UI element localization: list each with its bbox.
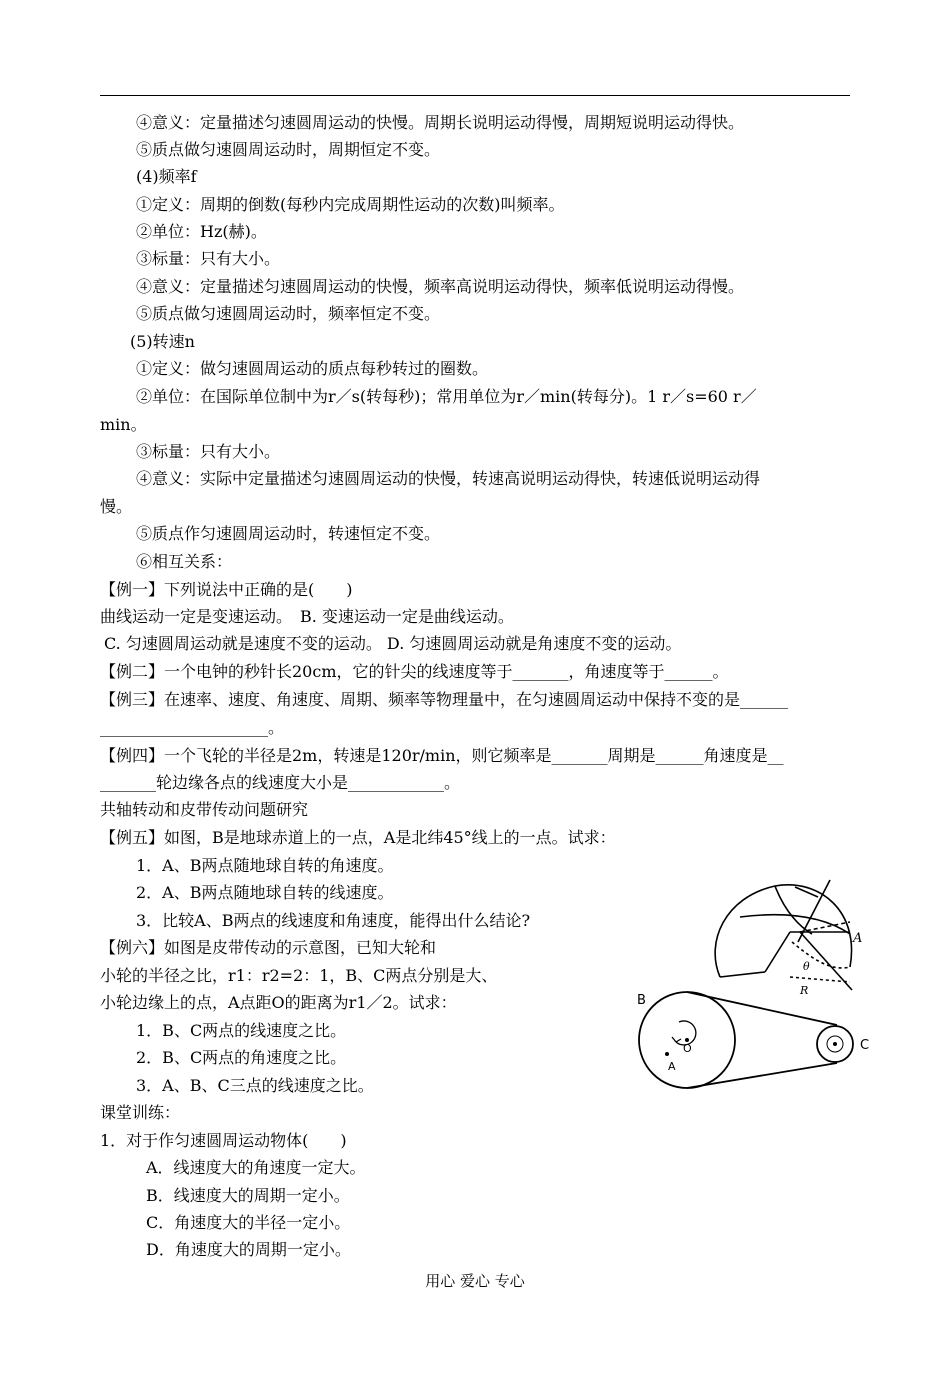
question-1: 1．对于作匀速圆周运动物体( ) (100, 1131, 347, 1150)
header-rule (100, 95, 850, 96)
text-line: 慢。 (100, 497, 133, 516)
text-line: ①定义：做匀速圆周运动的质点每秒转过的圈数。 (136, 359, 489, 378)
example-2: 【例二】一个电钟的秒针长20cm，它的针尖的线速度等于_______，角速度等于______。 (100, 662, 729, 681)
text-line: 3．比较A、B两点的线速度和角速度，能得出什么结论? (136, 911, 531, 930)
example-4: 【例四】一个飞轮的半径是2m，转速是120r/min，则它频率是_______周期是______角速度是__ (100, 746, 784, 765)
globe-label-a: A (853, 931, 863, 946)
belt-label-c: C (860, 1038, 870, 1053)
example-3: 【例三】在速率、速度、角速度、周期、频率等物理量中，在匀速圆周运动中保持不变的是______ (100, 690, 789, 709)
text-line: _______轮边缘各点的线速度大小是____________。 (100, 773, 461, 792)
belt-drive-figure (632, 992, 872, 1102)
text-line: 1．B、C两点的线速度之比。 (136, 1021, 347, 1040)
section-heading: 课堂训练： (100, 1103, 181, 1122)
text-line: C. 匀速圆周运动就是速度不变的运动。 D. 匀速圆周运动就是角速度不变的运动。 (104, 634, 682, 653)
text-line: _____________________。 (100, 718, 285, 737)
text-line: 小轮边缘上的点，A点距O的距离为r1／2。试求： (100, 993, 457, 1012)
text-line: ⑥相互关系： (136, 552, 233, 571)
text-line: ⑤质点做匀速圆周运动时，频率恒定不变。 (136, 304, 441, 323)
option-a: A．线速度大的角速度一定大。 (146, 1158, 366, 1177)
text-line: 3．A、B、C三点的线速度之比。 (136, 1076, 374, 1095)
text-line: 1．A、B两点随地球自转的角速度。 (136, 856, 394, 875)
text-line: min。 (100, 415, 147, 434)
text-line: 小轮的半径之比，r1：r2=2：1，B、C两点分别是大、 (100, 966, 498, 985)
text-line: 2．A、B两点随地球自转的线速度。 (136, 883, 394, 902)
globe-label-r: R (800, 984, 809, 997)
text-line: ④意义：定量描述匀速圆周运动的快慢。周期长说明运动得慢，周期短说明运动得快。 (136, 113, 745, 132)
text-line: ①定义：周期的倒数(每秒内完成周期性运动的次数)叫频率。 (136, 195, 565, 214)
text-line: (4)频率f (136, 167, 197, 186)
text-line: ⑤质点作匀速圆周运动时，转速恒定不变。 (136, 524, 441, 543)
text-line: ③标量：只有大小。 (136, 442, 281, 461)
text-line: ②单位：Hz(赫)。 (136, 222, 267, 241)
example-5: 【例五】如图，B是地球赤道上的一点，A是北纬45°线上的一点。试求： (100, 828, 616, 847)
text-line: ⑤质点做匀速圆周运动时，周期恒定不变。 (136, 140, 441, 159)
section-heading: 共轴转动和皮带传动问题研究 (100, 800, 309, 819)
example-6: 【例六】如图是皮带传动的示意图，已知大轮和 (100, 938, 437, 957)
globe-label-theta: θ (803, 960, 810, 973)
text-line: ②单位：在国际单位制中为r／s(转每秒)；常用单位为r／min(转每分)。1 r／s=60 r／ (136, 387, 757, 406)
text-line: ④意义：实际中定量描述匀速圆周运动的快慢，转速高说明运动得快，转速低说明运动得 (136, 469, 761, 488)
option-c: C．角速度大的半径一定小。 (146, 1213, 351, 1232)
text-line: 2．B、C两点的角速度之比。 (136, 1048, 347, 1067)
page-footer: 用心 爱心 专心 (425, 1272, 525, 1290)
option-d: D．角速度大的周期一定小。 (146, 1240, 351, 1259)
text-line: (5)转速n (130, 332, 195, 351)
belt-label-a: A (668, 1060, 676, 1073)
option-b: B．线速度大的周期一定小。 (146, 1186, 350, 1205)
text-line: ④意义：定量描述匀速圆周运动的快慢，频率高说明运动得快，频率低说明运动得慢。 (136, 277, 745, 296)
example-1-title: 【例一】下列说法中正确的是( ) (100, 580, 353, 599)
globe-figure (700, 872, 870, 1002)
text-line: 曲线运动一定是变速运动。 B. 变速运动一定是曲线运动。 (100, 607, 514, 626)
text-line: ③标量：只有大小。 (136, 249, 281, 268)
belt-label-b: B (637, 993, 646, 1008)
belt-label-o: O (683, 1042, 692, 1055)
